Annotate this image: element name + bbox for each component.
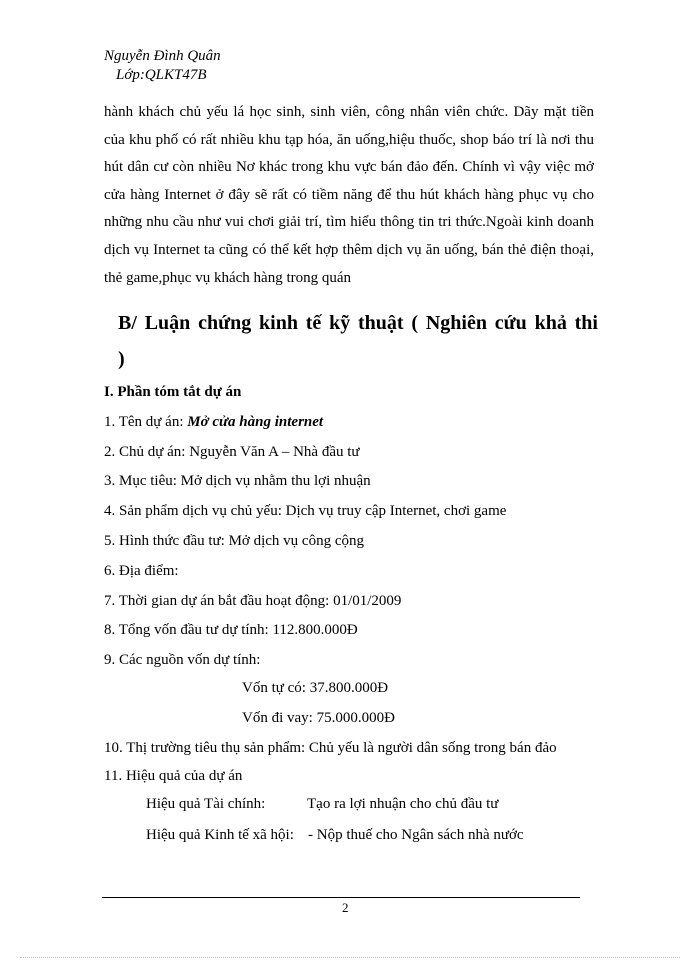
project-name: Mở cửa hàng internet: [187, 414, 324, 430]
footer-divider: [102, 897, 580, 898]
header-class: Lớp:QLKT47B: [116, 67, 207, 83]
socio-effect-label: Hiệu quả Kinh tế xã hội:: [146, 827, 294, 843]
summary-item-2: 2. Chủ dự án: Nguyễn Văn A – Nhà đầu tư: [104, 444, 360, 460]
summary-item-1: [104, 413, 323, 431]
loan-capital: Vốn đi vay: 75.000.000Đ: [242, 710, 395, 726]
page-break-divider: [20, 957, 680, 958]
summary-item-3: 3. Mục tiêu: Mở dịch vụ nhằm thu lợi nhuận: [104, 473, 371, 489]
summary-item-10: 10. Thị trường tiêu thụ sản phẩm: Chủ yếu là người dân sống trong bán đảo: [104, 740, 557, 756]
summary-title: I. Phần tóm tắt dự án: [104, 384, 242, 400]
summary-item-8: 8. Tổng vốn đầu tư dự tính: 112.800.000Đ: [104, 622, 358, 638]
summary-item-1-label: 1. Tên dự án:: [104, 414, 188, 430]
summary-item-9: 9. Các nguồn vốn dự tính:: [104, 652, 261, 668]
page-number: 2: [342, 900, 349, 915]
summary-item-5: 5. Hình thức đầu tư: Mở dịch vụ công cộng: [104, 533, 364, 549]
summary-item-4: 4. Sản phẩm dịch vụ chủ yếu: Dịch vụ truy cập Internet, chơi game: [104, 503, 507, 519]
summary-item-6: 6. Địa điểm:: [104, 563, 179, 579]
section-heading-tail: ): [118, 348, 125, 370]
financial-effect-value: Tạo ra lợi nhuận cho chủ đầu tư: [307, 796, 499, 812]
summary-item-7: 7. Thời gian dự án bắt đầu hoạt động: 01/01/2009: [104, 593, 402, 609]
socio-effect-value: - Nộp thuế cho Ngân sách nhà nước: [308, 827, 524, 843]
financial-effect-label: Hiệu quả Tài chính:: [146, 796, 266, 812]
header-author: Nguyễn Đình Quân: [104, 48, 221, 64]
intro-paragraph: hành khách chủ yếu lá học sinh, sinh viên, công nhân viên chức. Dãy mặt tiền của khu phố có rất nhiều khu tạp hóa, ăn uống,hiệu thuốc, shop báo trí là nơi thu hút dân cư còn nhiều Nơ khác trong khu vực bán đảo đến. Chính vì vậy việc mở cửa hàng Internet ở đây sẽ rất có tiềm năng để thu hút khách hàng phục vụ cho những nhu cầu như vui chơi giải trí, tìm hiểu thông tin tri thức.Ngoài kinh doanh dịch vụ Internet ta cũng có thể kết hợp thêm dịch vụ ăn uống, bán thẻ điện thoại, thẻ game,phục vụ khách hàng trong quán: [104, 104, 594, 286]
own-capital: Vốn tự có: 37.800.000Đ: [242, 680, 389, 696]
summary-item-11: 11. Hiệu quả của dự án: [104, 768, 243, 784]
section-heading: B/ Luận chứng kinh tế kỹ thuật ( Nghiên cứu khả thi: [118, 312, 598, 334]
